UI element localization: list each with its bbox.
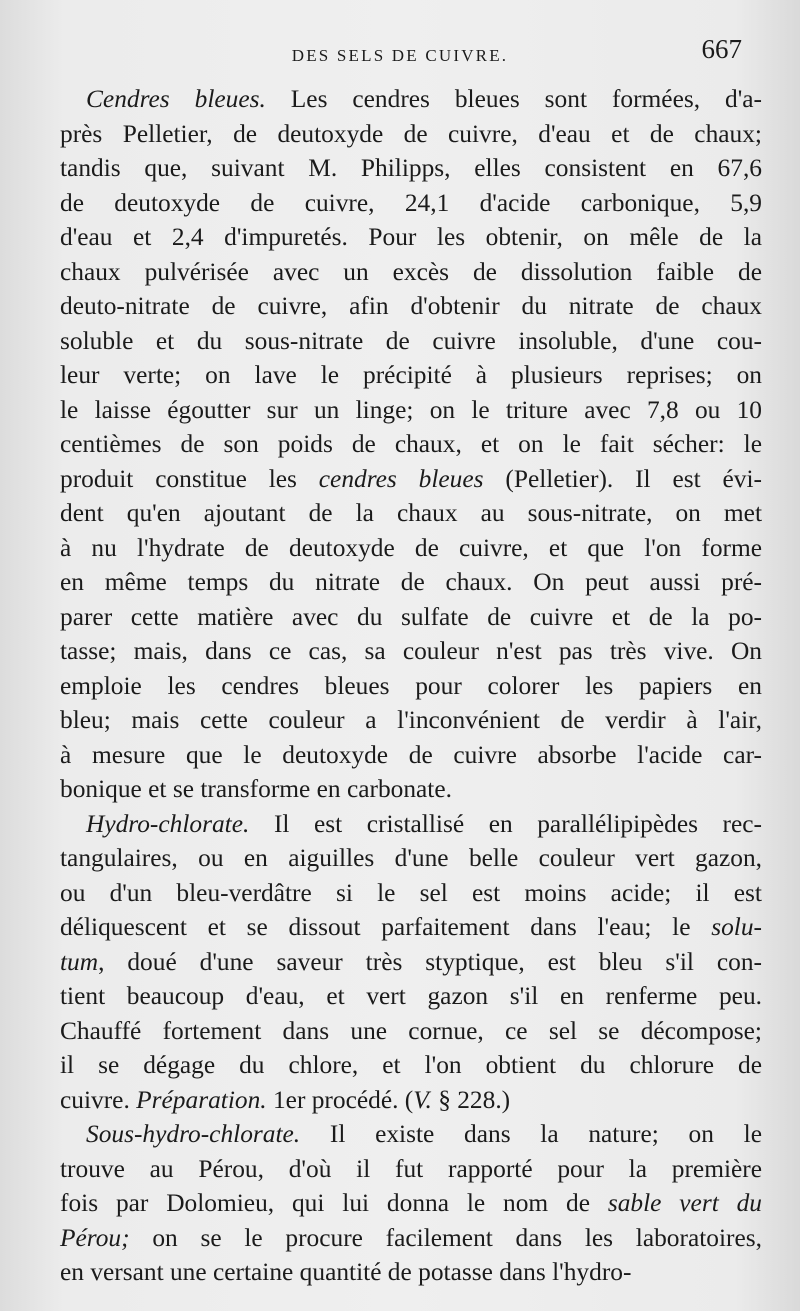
text-line [60, 117, 762, 152]
text-run: le laisse égoutter sur un linge; on le triture avec 7,8 ou 10 [60, 395, 762, 424]
text-line [60, 565, 762, 600]
text-line [60, 427, 762, 462]
text-line [60, 1255, 762, 1290]
text-run: de deutoxyde de cuivre, 24,1 d'acide carbonique, 5,9 [60, 188, 762, 217]
text-run: (Pelletier). Il est évi- [483, 464, 762, 493]
text-run: cuivre. [60, 1085, 137, 1114]
italic-text: tum [60, 947, 99, 976]
text-run: Il est cristallisé en parallélipipèdes rec- [249, 809, 762, 838]
text-run: bonique et se transforme en carbonate. [60, 775, 452, 803]
text-run: trouve au Pérou, d'où il fut rapporté pour la première [60, 1154, 762, 1183]
body-text [60, 82, 762, 1290]
text-run: fois par Dolomieu, qui lui donna le nom de [60, 1189, 608, 1217]
text-line [60, 634, 762, 669]
text-run: en versant une certaine quantité de potasse dans l'hydro- [60, 1258, 632, 1286]
text-line [60, 220, 762, 255]
text-run: leur verte; on lave le précipité à plusieurs reprises; on [60, 361, 762, 389]
italic-text: cendres bleues [318, 464, 484, 493]
text-line [60, 910, 762, 945]
text-run: on se le procure facilement dans les laboratoires, [129, 1223, 762, 1252]
page-header [0, 34, 800, 74]
text-line [60, 1083, 762, 1118]
italic-text: V. [413, 1085, 432, 1114]
text-run: Les cendres bleues sont formées, d'a- [265, 85, 762, 113]
text-line [60, 841, 762, 876]
text-line [60, 393, 762, 428]
text-line [60, 1152, 762, 1187]
text-line [60, 151, 762, 186]
text-run: près Pelletier, de deutoxyde de cuivre, d'eau et de chaux; [60, 119, 762, 148]
text-run: tient beaucoup d'eau, et vert gazon s'il en renferme peu. [60, 982, 762, 1010]
text-run: à nu l'hydrate de deutoxyde de cuivre, et que l'on forme [60, 533, 762, 562]
text-line [60, 289, 762, 324]
text-line [60, 462, 762, 497]
text-run: Il existe dans la nature; on le [300, 1120, 762, 1148]
text-line [60, 255, 762, 290]
text-line [60, 876, 762, 911]
italic-text: Pérou; [60, 1223, 130, 1252]
text-line [60, 82, 762, 117]
text-run: produit constitue les [60, 464, 319, 493]
page-number: 667 [701, 34, 742, 64]
text-run: ou d'un bleu-verdâtre si le sel est moins acide; il est [60, 878, 762, 907]
text-run: soluble et du sous-nitrate de cuivre insoluble, d'une cou- [60, 326, 762, 355]
text-run: parer cette matière avec du sulfate de cuivre et de la po- [60, 602, 762, 631]
text-run: deuto-nitrate de cuivre, afin d'obtenir du nitrate de chaux [60, 292, 762, 320]
text-run: déliquescent et se dissout parfaitement dans l'eau; le [60, 913, 712, 941]
italic-text: sable vert du [607, 1189, 762, 1217]
italic-text: Hydro-chlorate. [86, 809, 250, 838]
text-run: tasse; mais, dans ce cas, sa couleur n'est pas très vive. On [60, 637, 762, 665]
text-line [60, 945, 762, 980]
text-line [60, 358, 762, 393]
italic-text: solu- [711, 913, 762, 941]
italic-text: Préparation. [136, 1085, 267, 1114]
text-line [60, 703, 762, 738]
text-run: tandis que, suivant M. Philipps, elles consistent en 67,6 [60, 154, 762, 182]
text-line [60, 807, 762, 842]
italic-text: Cendres bleues. [86, 85, 266, 113]
text-run: centièmes de son poids de chaux, et on le fait sécher: le [60, 430, 762, 458]
text-run: il se dégage du chlore, et l'on obtient du chlorure de [60, 1051, 762, 1079]
text-line [60, 1014, 762, 1049]
running-head: DES SELS DE CUIVRE. [291, 46, 509, 65]
text-line [60, 979, 762, 1014]
text-line [60, 186, 762, 221]
text-run: d'eau et 2,4 d'impuretés. Pour les obtenir, on mêle de la [60, 223, 762, 251]
paragraph-hydro-chlorate [60, 807, 762, 1118]
text-run: dent qu'en ajoutant de la chaux au sous-nitrate, on met [60, 499, 762, 527]
paragraph-cendres-bleues [60, 82, 762, 807]
text-line [60, 496, 762, 531]
text-line [60, 738, 762, 773]
text-line [60, 1221, 762, 1256]
text-line [60, 324, 762, 359]
italic-text: Sous-hydro-chlorate. [86, 1120, 301, 1148]
text-line [60, 600, 762, 635]
text-line [60, 1117, 762, 1152]
text-line [60, 1048, 762, 1083]
text-line [60, 772, 762, 807]
text-line [60, 1186, 762, 1221]
text-run: § 228.) [431, 1085, 511, 1114]
paragraph-sous-hydro-chlorate [60, 1117, 762, 1290]
text-run: Chauffé fortement dans une cornue, ce sel se décompose; [60, 1016, 762, 1045]
text-run: bleu; mais cette couleur a l'inconvénient de verdir à l'air, [60, 706, 762, 734]
text-run: , doué d'une saveur très styptique, est bleu s'il con- [98, 947, 762, 976]
text-line [60, 669, 762, 704]
text-run: à mesure que le deutoxyde de cuivre absorbe l'acide car- [60, 740, 762, 769]
text-line [60, 531, 762, 566]
text-run: tangulaires, ou en aiguilles d'une belle couleur vert gazon, [60, 844, 762, 872]
text-run: en même temps du nitrate de chaux. On peut aussi pré- [60, 568, 762, 596]
text-run: 1er procédé. ( [266, 1085, 414, 1114]
text-run: emploie les cendres bleues pour colorer les papiers en [60, 671, 762, 700]
text-run: chaux pulvérisée avec un excès de dissolution faible de [60, 257, 762, 286]
